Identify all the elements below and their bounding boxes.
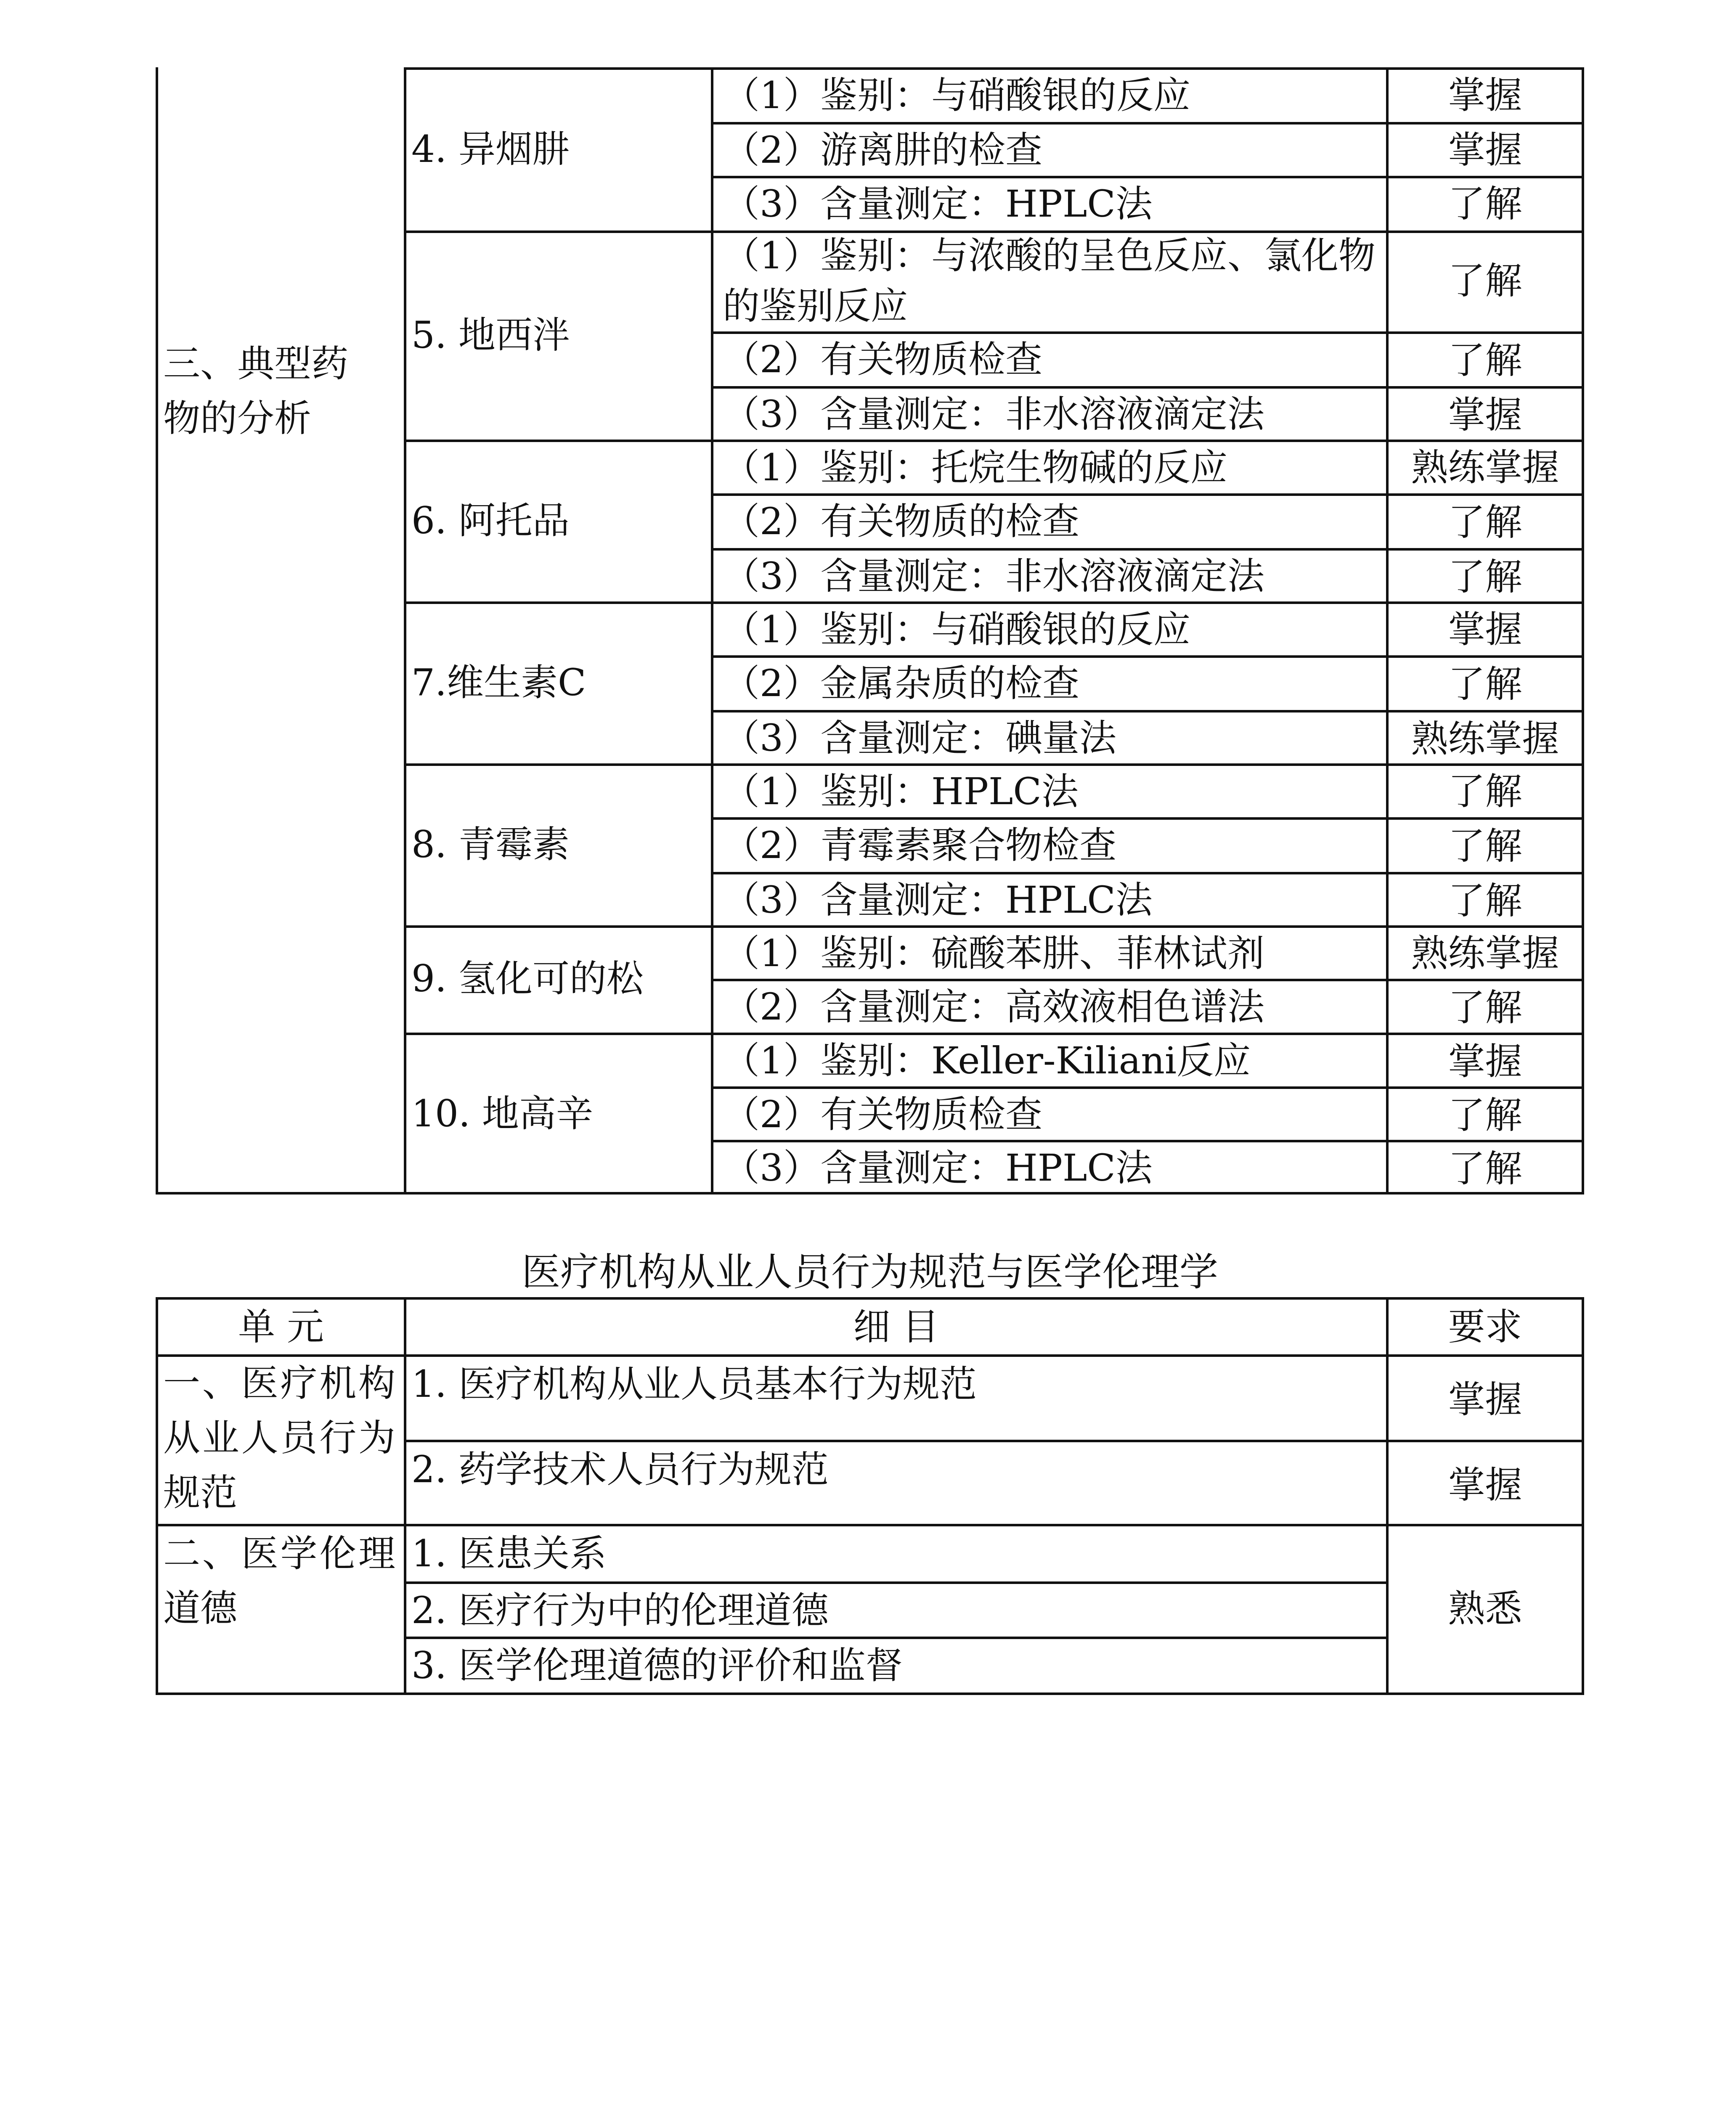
requirement-cell: 了解 (1448, 879, 1522, 922)
requirement-cell: 了解 (1448, 501, 1522, 544)
table-border (404, 67, 406, 1195)
requirement-cell: 掌握 (1448, 74, 1522, 117)
drug-name: 6. 阿托品 (411, 499, 570, 542)
requirement-cell: 了解 (1448, 1147, 1522, 1190)
header-detail: 细 目 (853, 1305, 939, 1348)
detail-cell: （1）鉴别：与硝酸银的反应 (723, 74, 1190, 117)
requirement-cell: 了解 (1448, 986, 1522, 1029)
requirement-cell: 了解 (1448, 662, 1522, 706)
header-unit: 单 元 (238, 1305, 324, 1348)
requirement-cell: 熟悉 (1448, 1587, 1522, 1630)
requirement-cell: 了解 (1448, 824, 1522, 868)
detail-cell: （2）金属杂质的检查 (723, 662, 1079, 705)
detail-cell: （2）有关物质检查 (723, 338, 1042, 381)
requirement-cell: 了解 (1448, 1094, 1522, 1137)
requirement-cell: 熟练掌握 (1411, 717, 1559, 760)
requirement-cell: 了解 (1448, 555, 1522, 599)
detail-cell: （3）含量测定：HPLC法 (723, 878, 1153, 922)
detail-cell: （2）含量测定：高效液相色谱法 (723, 985, 1264, 1028)
requirement-cell: 掌握 (1448, 608, 1522, 651)
detail-cell: （1）鉴别：托烷生物碱的反应 (723, 446, 1227, 489)
requirement-cell: 掌握 (1448, 1040, 1522, 1083)
header-requirement: 要求 (1448, 1305, 1522, 1348)
drug-name: 9. 氢化可的松 (411, 957, 644, 1000)
drug-name: 5. 地西泮 (411, 313, 570, 357)
detail-cell: （3）含量测定：碘量法 (723, 716, 1116, 760)
unit-label: 一、医疗机构从业人员行为规范 (163, 1361, 395, 1514)
requirement-cell: 掌握 (1448, 393, 1522, 437)
requirement-cell: 了解 (1448, 770, 1522, 813)
table-border (711, 67, 713, 1195)
drug-name: 4. 异烟肼 (411, 127, 570, 171)
requirement-cell: 掌握 (1448, 1463, 1522, 1507)
detail-cell: （1）鉴别：与浓酸的呈色反应、氯化物的鉴别反应 (723, 234, 1376, 328)
detail-cell: （3）含量测定：HPLC法 (723, 1146, 1153, 1189)
drug-name: 8. 青霉素 (411, 823, 570, 866)
detail-cell: （3）含量测定：非水溶液滴定法 (723, 554, 1264, 598)
detail-cell: （3）含量测定：HPLC法 (723, 182, 1153, 225)
requirement-cell: 掌握 (1448, 128, 1522, 172)
requirement-cell: 掌握 (1448, 1378, 1522, 1421)
detail-cell: 1. 医疗机构从业人员基本行为规范 (411, 1362, 977, 1406)
requirement-cell: 了解 (1448, 259, 1522, 302)
requirement-cell: 了解 (1448, 339, 1522, 382)
requirement-cell: 了解 (1448, 182, 1522, 225)
detail-cell: 3. 医学伦理道德的评价和监督 (411, 1644, 903, 1687)
requirement-cell: 熟练掌握 (1411, 932, 1559, 975)
detail-cell: （3）含量测定：非水溶液滴定法 (723, 392, 1264, 436)
detail-cell: 1. 医患关系 (411, 1532, 607, 1575)
detail-cell: （1）鉴别：与硝酸银的反应 (723, 608, 1190, 651)
table-border (1582, 67, 1584, 1195)
unit-label: 三、典型药物的分析 (163, 342, 349, 440)
detail-cell: （1）鉴别：硫酸苯肼、菲林试剂 (723, 932, 1264, 975)
detail-cell: （1）鉴别：Keller-Kiliani反应 (723, 1039, 1251, 1082)
detail-cell: （1）鉴别：HPLC法 (723, 770, 1079, 813)
requirement-cell: 熟练掌握 (1411, 446, 1559, 489)
table-border (156, 67, 158, 1195)
detail-cell: （2）有关物质检查 (723, 1093, 1042, 1136)
detail-cell: （2）游离肼的检查 (723, 128, 1042, 172)
drug-name: 7.维生素C (411, 661, 586, 704)
detail-cell: （2）有关物质的检查 (723, 500, 1079, 543)
detail-cell: （2）青霉素聚合物检查 (723, 824, 1116, 867)
detail-cell: 2. 医疗行为中的伦理道德 (411, 1589, 829, 1632)
detail-cell: 2. 药学技术人员行为规范 (411, 1448, 829, 1491)
drug-name: 10. 地高辛 (411, 1092, 593, 1135)
unit-label: 二、医学伦理道德 (163, 1532, 395, 1630)
section-title: 医疗机构从业人员行为规范与医学伦理学 (521, 1250, 1218, 1295)
